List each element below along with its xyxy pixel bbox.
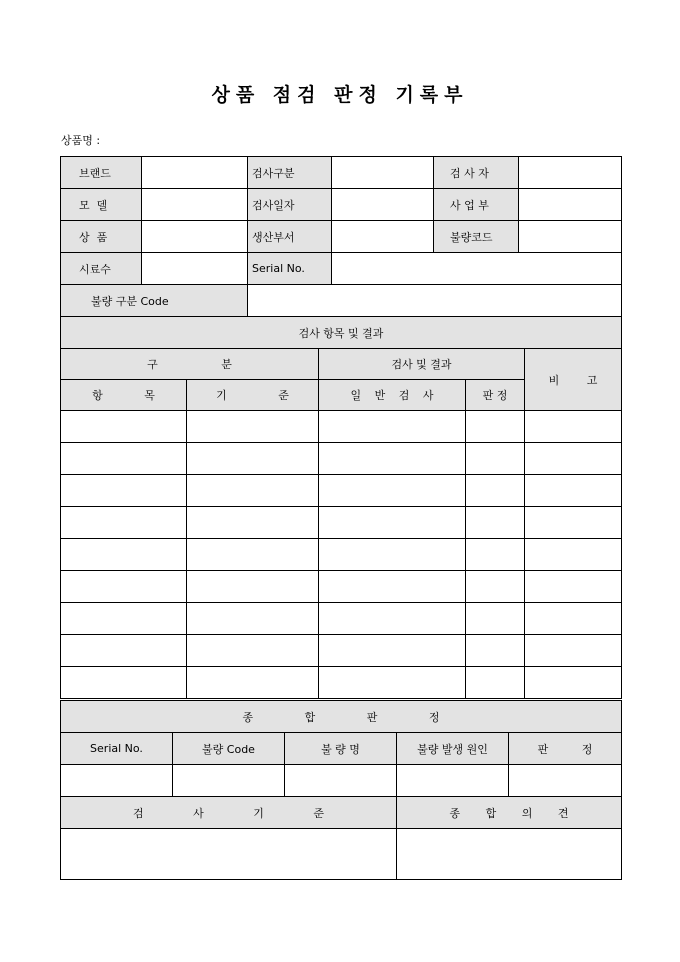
verdict-cell[interactable]: [466, 635, 525, 667]
table-row: [61, 765, 622, 797]
serial-no-field[interactable]: [332, 253, 622, 285]
result-group-header: 검사 및 결과: [319, 349, 525, 380]
item-cell[interactable]: [61, 411, 187, 443]
verdict-cell[interactable]: [466, 507, 525, 539]
info-row: [61, 253, 622, 285]
division-field[interactable]: [519, 189, 622, 221]
division-group-header: 구 분: [61, 349, 319, 380]
standard-cell[interactable]: [187, 443, 319, 475]
general-cell[interactable]: [319, 475, 466, 507]
inspection-criteria-field[interactable]: [61, 829, 397, 880]
verdict-cell[interactable]: [466, 603, 525, 635]
inspection-type-label: 검사구분: [248, 157, 332, 189]
defect-code-header: 불량 Code: [173, 733, 285, 765]
item-cell[interactable]: [61, 539, 187, 571]
item-cell[interactable]: [61, 635, 187, 667]
inspection-type-field[interactable]: [332, 157, 434, 189]
defect-cause-cell[interactable]: [397, 765, 509, 797]
verdict-header: 판 정: [466, 380, 525, 411]
defect-class-field[interactable]: [248, 285, 622, 317]
verdict-cell[interactable]: [466, 443, 525, 475]
remarks-header: 비 고: [525, 349, 622, 411]
info-row: [61, 157, 622, 189]
standard-cell[interactable]: [187, 635, 319, 667]
standard-cell[interactable]: [187, 475, 319, 507]
table-row: [61, 667, 622, 699]
standard-header: 기 준: [187, 380, 319, 411]
page-title: 상품 점검 판정 기록부: [211, 84, 469, 106]
defect-cause-header: 불량 발생 원인: [397, 733, 509, 765]
item-cell[interactable]: [61, 475, 187, 507]
inspection-criteria-label: 검 사 기 준: [61, 797, 397, 829]
remarks-cell[interactable]: [525, 571, 622, 603]
serial-no-header: Serial No.: [61, 733, 173, 765]
general-cell[interactable]: [319, 571, 466, 603]
standard-cell[interactable]: [187, 539, 319, 571]
inspector-field[interactable]: [519, 157, 622, 189]
product-field[interactable]: [142, 221, 248, 253]
sample-count-label: 시료수: [61, 253, 142, 285]
inspection-date-field[interactable]: [332, 189, 434, 221]
model-label: 모 델: [61, 189, 142, 221]
defect-name-header: 불 량 명: [285, 733, 397, 765]
model-field[interactable]: [142, 189, 248, 221]
inspector-label: 검 사 자: [434, 157, 519, 189]
general-cell[interactable]: [319, 507, 466, 539]
remarks-cell[interactable]: [525, 539, 622, 571]
general-inspection-header: 일 반 검 사: [319, 380, 466, 411]
verdict-cell[interactable]: [466, 475, 525, 507]
info-table: [60, 156, 622, 317]
remarks-cell[interactable]: [525, 475, 622, 507]
item-cell[interactable]: [61, 443, 187, 475]
product-name-label: 상품명 :: [61, 134, 101, 147]
overall-opinion-label: 종 합 의 견: [397, 797, 622, 829]
sample-count-field[interactable]: [142, 253, 248, 285]
verdict-cell[interactable]: [466, 411, 525, 443]
remarks-cell[interactable]: [525, 667, 622, 699]
overall-verdict-cell[interactable]: [509, 765, 622, 797]
table-row: [61, 539, 622, 571]
info-row: [61, 221, 622, 253]
overall-opinion-field[interactable]: [397, 829, 622, 880]
table-row: [61, 411, 622, 443]
table-row: [61, 443, 622, 475]
product-label: 상 품: [61, 221, 142, 253]
remarks-cell[interactable]: [525, 411, 622, 443]
general-cell[interactable]: [319, 635, 466, 667]
overall-table: [60, 700, 622, 880]
table-row: [61, 507, 622, 539]
overall-section-title: 종 합 판 정: [61, 701, 622, 733]
defect-code-cell[interactable]: [173, 765, 285, 797]
defect-code-field[interactable]: [519, 221, 622, 253]
standard-cell[interactable]: [187, 507, 319, 539]
remarks-cell[interactable]: [525, 603, 622, 635]
item-cell[interactable]: [61, 603, 187, 635]
verdict-cell[interactable]: [466, 539, 525, 571]
inspection-date-label: 검사일자: [248, 189, 332, 221]
table-row: [61, 635, 622, 667]
verdict-cell[interactable]: [466, 667, 525, 699]
general-cell[interactable]: [319, 539, 466, 571]
table-row: [61, 571, 622, 603]
remarks-cell[interactable]: [525, 507, 622, 539]
brand-field[interactable]: [142, 157, 248, 189]
defect-code-label: 불량코드: [434, 221, 519, 253]
remarks-cell[interactable]: [525, 635, 622, 667]
inspection-section-title: 검사 항목 및 결과: [61, 317, 622, 349]
table-row: [61, 603, 622, 635]
general-cell[interactable]: [319, 603, 466, 635]
production-dept-label: 생산부서: [248, 221, 332, 253]
item-cell[interactable]: [61, 667, 187, 699]
division-label: 사 업 부: [434, 189, 519, 221]
defect-name-cell[interactable]: [285, 765, 397, 797]
standard-cell[interactable]: [187, 571, 319, 603]
production-dept-field[interactable]: [332, 221, 434, 253]
general-cell[interactable]: [319, 443, 466, 475]
info-row: [61, 285, 622, 317]
general-cell[interactable]: [319, 667, 466, 699]
serial-no-cell[interactable]: [61, 765, 173, 797]
standard-cell[interactable]: [187, 667, 319, 699]
standard-cell[interactable]: [187, 603, 319, 635]
brand-label: 브랜드: [61, 157, 142, 189]
table-row: [61, 475, 622, 507]
remarks-cell[interactable]: [525, 443, 622, 475]
item-cell[interactable]: [61, 571, 187, 603]
general-cell[interactable]: [319, 411, 466, 443]
info-row: [61, 189, 622, 221]
overall-verdict-header: 판 정: [509, 733, 622, 765]
item-cell[interactable]: [61, 507, 187, 539]
item-header: 항 목: [61, 380, 187, 411]
serial-no-label: Serial No.: [248, 253, 332, 285]
standard-cell[interactable]: [187, 411, 319, 443]
verdict-cell[interactable]: [466, 571, 525, 603]
defect-class-label: 불량 구분 Code: [61, 285, 248, 317]
inspection-table: [60, 316, 622, 699]
